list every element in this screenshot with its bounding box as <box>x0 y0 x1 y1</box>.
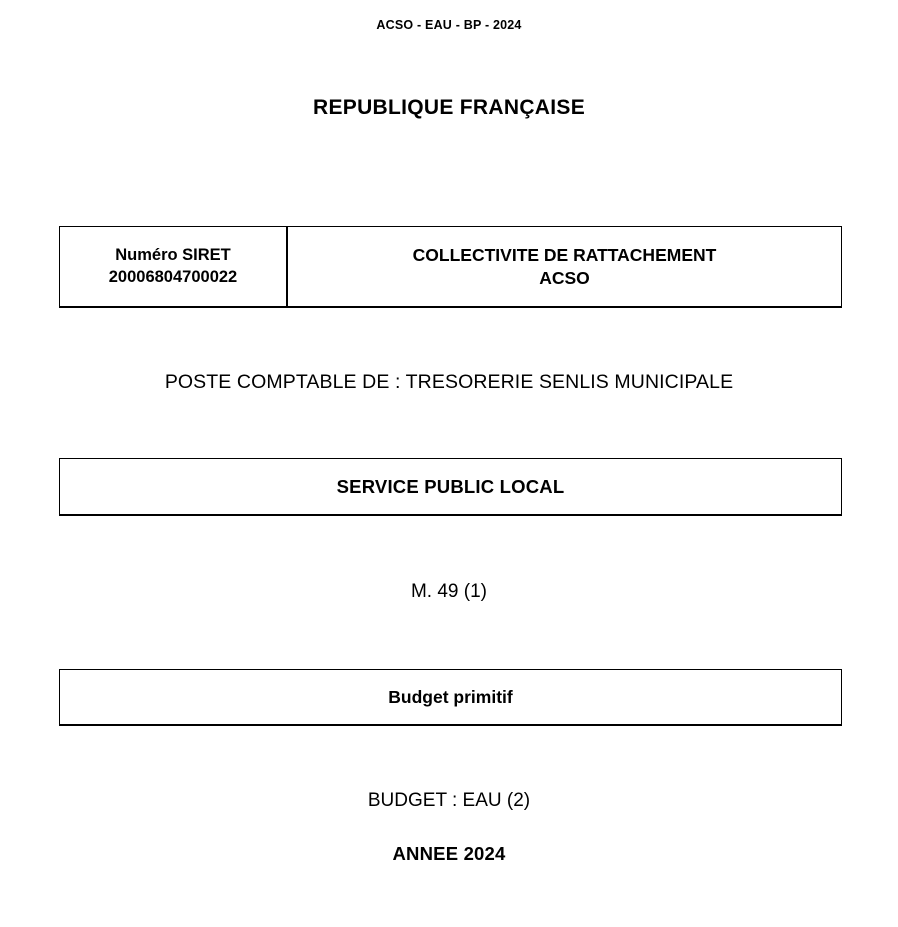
budget-subject-line: BUDGET : EAU (2) <box>367 790 531 811</box>
collectivity-label: COLLECTIVITE DE RATTACHEMENT <box>412 244 717 265</box>
budget-type-banner <box>59 669 842 726</box>
siret-label: Numéro SIRET <box>115 246 231 265</box>
running-header: ACSO - EAU - BP - 2024 <box>376 18 522 32</box>
republic-title: REPUBLIQUE FRANÇAISE <box>312 96 586 119</box>
service-banner <box>59 458 842 516</box>
identity-table <box>59 226 842 308</box>
service-banner-label: SERVICE PUBLIC LOCAL <box>336 475 565 497</box>
siret-value: 20006804700022 <box>108 267 238 286</box>
budget-year-line: ANNEE 2024 <box>392 843 506 864</box>
nomenclature-line: M. 49 (1) <box>410 581 488 602</box>
collectivity-name: ACSO <box>539 267 590 288</box>
collectivity-cell <box>288 227 841 306</box>
accounting-office-line: POSTE COMPTABLE DE : TRESORERIE SENLIS MUNICIPALE <box>164 371 734 393</box>
siret-cell <box>60 227 288 306</box>
budget-type-label: Budget primitif <box>388 686 513 707</box>
